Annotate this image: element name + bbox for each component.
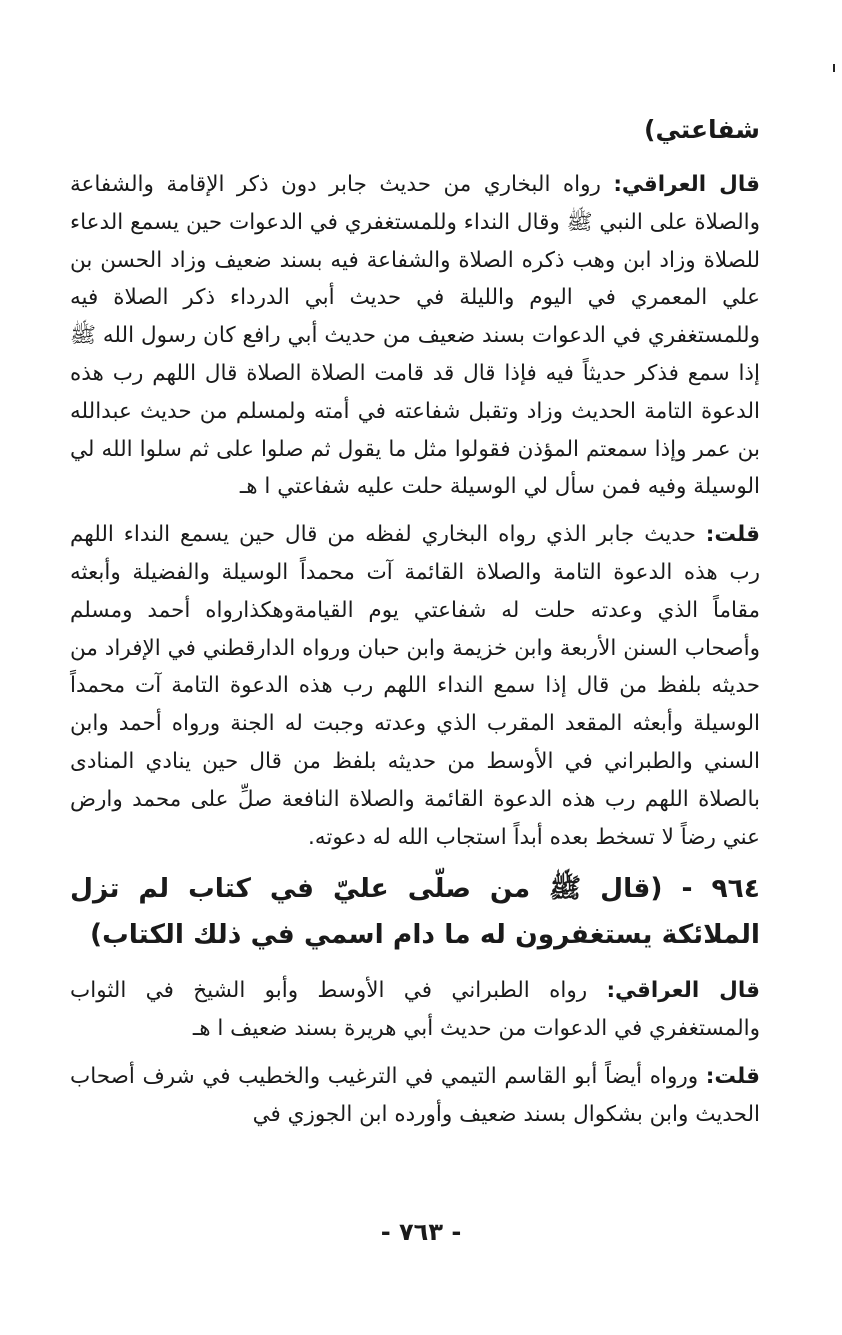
paragraph-text: حديث جابر الذي رواه البخاري لفظه من قال حين يسمع النداء اللهم رب هذه الدعوة التامة والصلاة القائمة آت محمداً الوسيلة والفضيلة وأبعثه مقاماً الذي وعدته حلت له شفاعتي يوم القيامةوهكذارواه أحمد ومسلم وأصحاب السنن الأربعة وابن خزيمة وابن حبان ورواه الدارقطني في الإفراد من حديثه بلفظ من قال إذا سمع النداء اللهم رب هذه الدعوة التامة آت محمداً الوسيلة وأبعثه المقعد المقرب الذي وعدته وجبت له الجنة ورواه أحمد وابن السني والطبراني في الأوسط من حديثه بلفظ من قال حين ينادي المنادى بالصلاة اللهم رب هذه الدعوة القائمة والصلاة النافعة صلِّ على محمد وارض عني رضاً لا تسخط بعده أبداً استجاب الله له دعوته. <box>70 522 760 850</box>
page-number: - ٧٦٣ - <box>380 1218 462 1246</box>
iraqi-commentary-paragraph <box>70 166 760 506</box>
hadith-text: (قال ﷺ من صلّى عليّ في كتاب لم تزل الملائكة يستغفرون له ما دام اسمي في ذلك الكتاب) <box>70 873 760 951</box>
author-commentary-paragraph-2 <box>70 1058 760 1134</box>
author-commentary-paragraph <box>70 516 760 856</box>
hadith-number: ٩٦٤ - <box>681 873 760 905</box>
hadith-heading <box>70 866 760 958</box>
paragraph-lead: قلت: <box>705 522 760 548</box>
margin-mark <box>833 64 835 72</box>
paragraph-text: رواه الطبراني في الأوسط وأبو الشيخ في الثواب والمستغفري في الدعوات من حديث أبي هريرة بسند ضعيف ا هـ <box>70 978 760 1042</box>
paragraph-lead: قال العراقي: <box>606 978 760 1004</box>
paragraph-lead: قلت: <box>705 1063 760 1089</box>
previous-heading-tail: شفاعتي) <box>644 115 760 144</box>
paragraph-text: ورواه أيضاً أبو القاسم التيمي في الترغيب والخطيب في شرف أصحاب الحديث وابن بشكوال بسند ضعيف وأورده ابن الجوزي في <box>70 1063 760 1127</box>
page-body <box>70 108 760 1144</box>
paragraph-text: رواه البخاري من حديث جابر دون ذكر الإقامة والشفاعة والصلاة على النبي ﷺ وقال النداء وللمستغفري في الدعوات حين يسمع الدعاء للصلاة وزاد ابن وهب ذكره الصلاة والشفاعة فيه بسند ضعيف وزاد الحسن بن علي المعمري في اليوم والليلة في حديث أبي الدرداء ذكر الصلاة فيه وللمستغفري في الدعوات بسند ضعيف من حديث أبي رافع كان رسول الله ﷺ إذا سمع فذكر حديثاً فيه فإذا قال قد قامت الصلاة الصلاة قال اللهم رب هذه الدعوة التامة الحديث وزاد وتقبل شفاعته في أمته ولمسلم من حديث عبدالله بن عمر وإذا سمعتم المؤذن فقولوا مثل ما يقول ثم صلوا على ثم سلوا الله لي الوسيلة وفيه فمن سأل لي الوسيلة حلت عليه شفاعتي ا هـ <box>69 172 760 500</box>
paragraph-lead: قال العراقي: <box>613 172 760 197</box>
iraqi-commentary-paragraph-2 <box>70 972 760 1048</box>
